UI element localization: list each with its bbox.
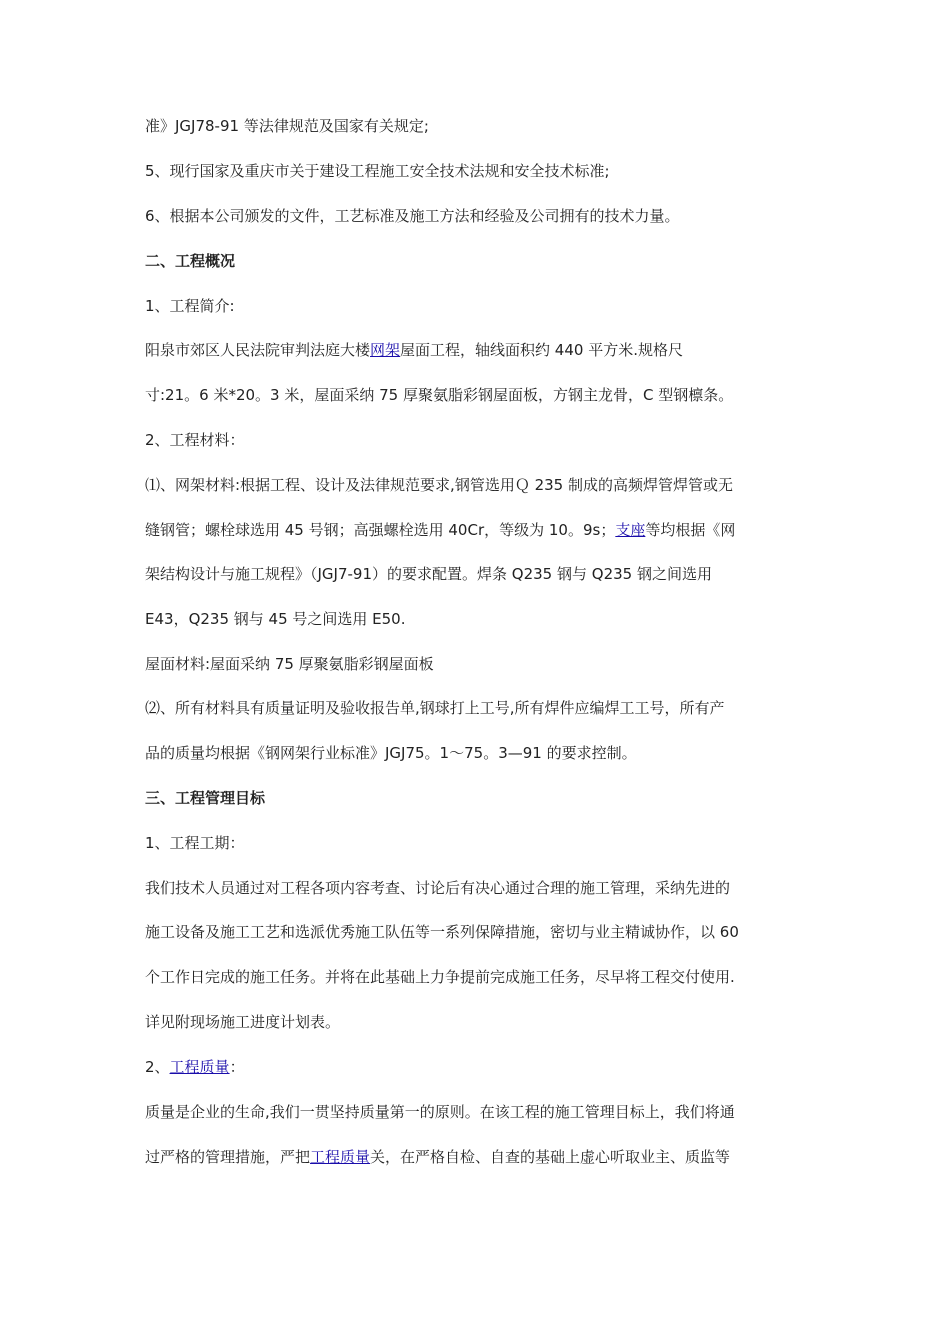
text-line (145, 967, 810, 987)
text-segment: 详见附现场施工进度计划表。 (145, 1013, 341, 1031)
text-line (145, 743, 810, 763)
text-segment: 品的质量均根据《钢网架行业标准》JGJ75。1～75。3—91 的要求控制。 (145, 744, 637, 762)
text-line (145, 609, 810, 629)
text-line (145, 161, 810, 181)
text-segment: 2、 (145, 1058, 170, 1076)
text-segment: 架结构设计与施工规程》（JGJ7-91）的要求配置。焊条 Q235 钢与 Q235 钢之间选用 (145, 565, 712, 583)
text-segment: 屋面材料:屋面采纳 75 厚聚氨脂彩钢屋面板 (145, 655, 434, 673)
text-segment: 5、现行国家及重庆市关于建设工程施工安全技术法规和安全技术标准; (145, 162, 610, 180)
text-line (145, 1102, 810, 1122)
text-segment: E43，Q235 钢与 45 号之间选用 E50. (145, 610, 406, 628)
text-segment: ⑵、所有材料具有质量证明及验收报告单,钢球打上工号,所有焊件应编焊工工号，所有产 (145, 699, 725, 717)
inline-link[interactable]: 支座 (615, 521, 646, 539)
text-segment: 2、工程材料： (145, 431, 245, 449)
inline-link[interactable]: 网架 (370, 341, 401, 359)
text-segment: 等均根据《网 (645, 521, 736, 539)
text-segment: 质量是企业的生命,我们一贯坚持质量第一的原则。在该工程的施工管理目标上，我们将通 (145, 1103, 735, 1121)
text-segment: 关，在严格自检、自查的基础上虚心听取业主、质监等 (370, 1148, 731, 1166)
inline-link[interactable]: 工程质量 (310, 1148, 371, 1166)
text-line (145, 1057, 810, 1077)
text-line (145, 833, 810, 853)
text-line (145, 475, 810, 495)
text-line (145, 385, 810, 405)
text-segment: 缝钢管；螺栓球选用 45 号钢；高强螺栓选用 40Cr，等级为 10。9s； (145, 521, 616, 539)
text-line (145, 654, 810, 674)
text-line (145, 564, 810, 584)
text-segment: 6、根据本公司颁发的文件，工艺标准及施工方法和经验及公司拥有的技术力量。 (145, 207, 680, 225)
text-segment: 寸:21。6 米*20。3 米，屋面采纳 75 厚聚氨脂彩钢屋面板，方钢主龙骨，C 型钢檩条。 (145, 386, 734, 404)
text-segment: 三、工程管理目标 (145, 789, 266, 807)
section-heading-overview (145, 251, 810, 271)
text-line (145, 430, 810, 450)
text-line (145, 520, 810, 540)
text-line (145, 340, 810, 360)
text-line (145, 698, 810, 718)
text-line (145, 1012, 810, 1032)
text-segment: 准》JGJ78-91 等法律规范及国家有关规定; (145, 117, 429, 135)
text-segment: 1、工程简介: (145, 297, 235, 315)
text-line (145, 878, 810, 898)
text-segment: 我们技术人员通过对工程各项内容考查、讨论后有决心通过合理的施工管理，采纳先进的 (145, 879, 731, 897)
text-segment: ： (229, 1058, 245, 1076)
text-line (145, 296, 810, 316)
text-segment: 个工作日完成的施工任务。并将在此基础上力争提前完成施工任务，尽早将工程交付使用. (145, 968, 735, 986)
text-line (145, 1147, 810, 1167)
text-segment: 屋面工程，轴线面积约 440 平方米.规格尺 (400, 341, 683, 359)
text-segment: 过严格的管理措施，严把 (145, 1148, 311, 1166)
text-segment: 阳泉市郊区人民法院审判法庭大楼 (145, 341, 371, 359)
text-line (145, 116, 810, 136)
text-segment: 1、工程工期： (145, 834, 245, 852)
inline-link[interactable]: 工程质量 (169, 1058, 230, 1076)
text-segment: ⑴、网架材料:根据工程、设计及法律规范要求,钢管选用Ｑ 235 制成的高频焊管焊管或无 (145, 476, 733, 494)
text-line (145, 922, 810, 942)
section-heading-management-goals (145, 788, 810, 808)
text-segment: 二、工程概况 (145, 252, 236, 270)
text-segment: 施工设备及施工工艺和选派优秀施工队伍等一系列保障措施，密切与业主精诚协作，以 60 (145, 923, 739, 941)
text-line (145, 206, 810, 226)
